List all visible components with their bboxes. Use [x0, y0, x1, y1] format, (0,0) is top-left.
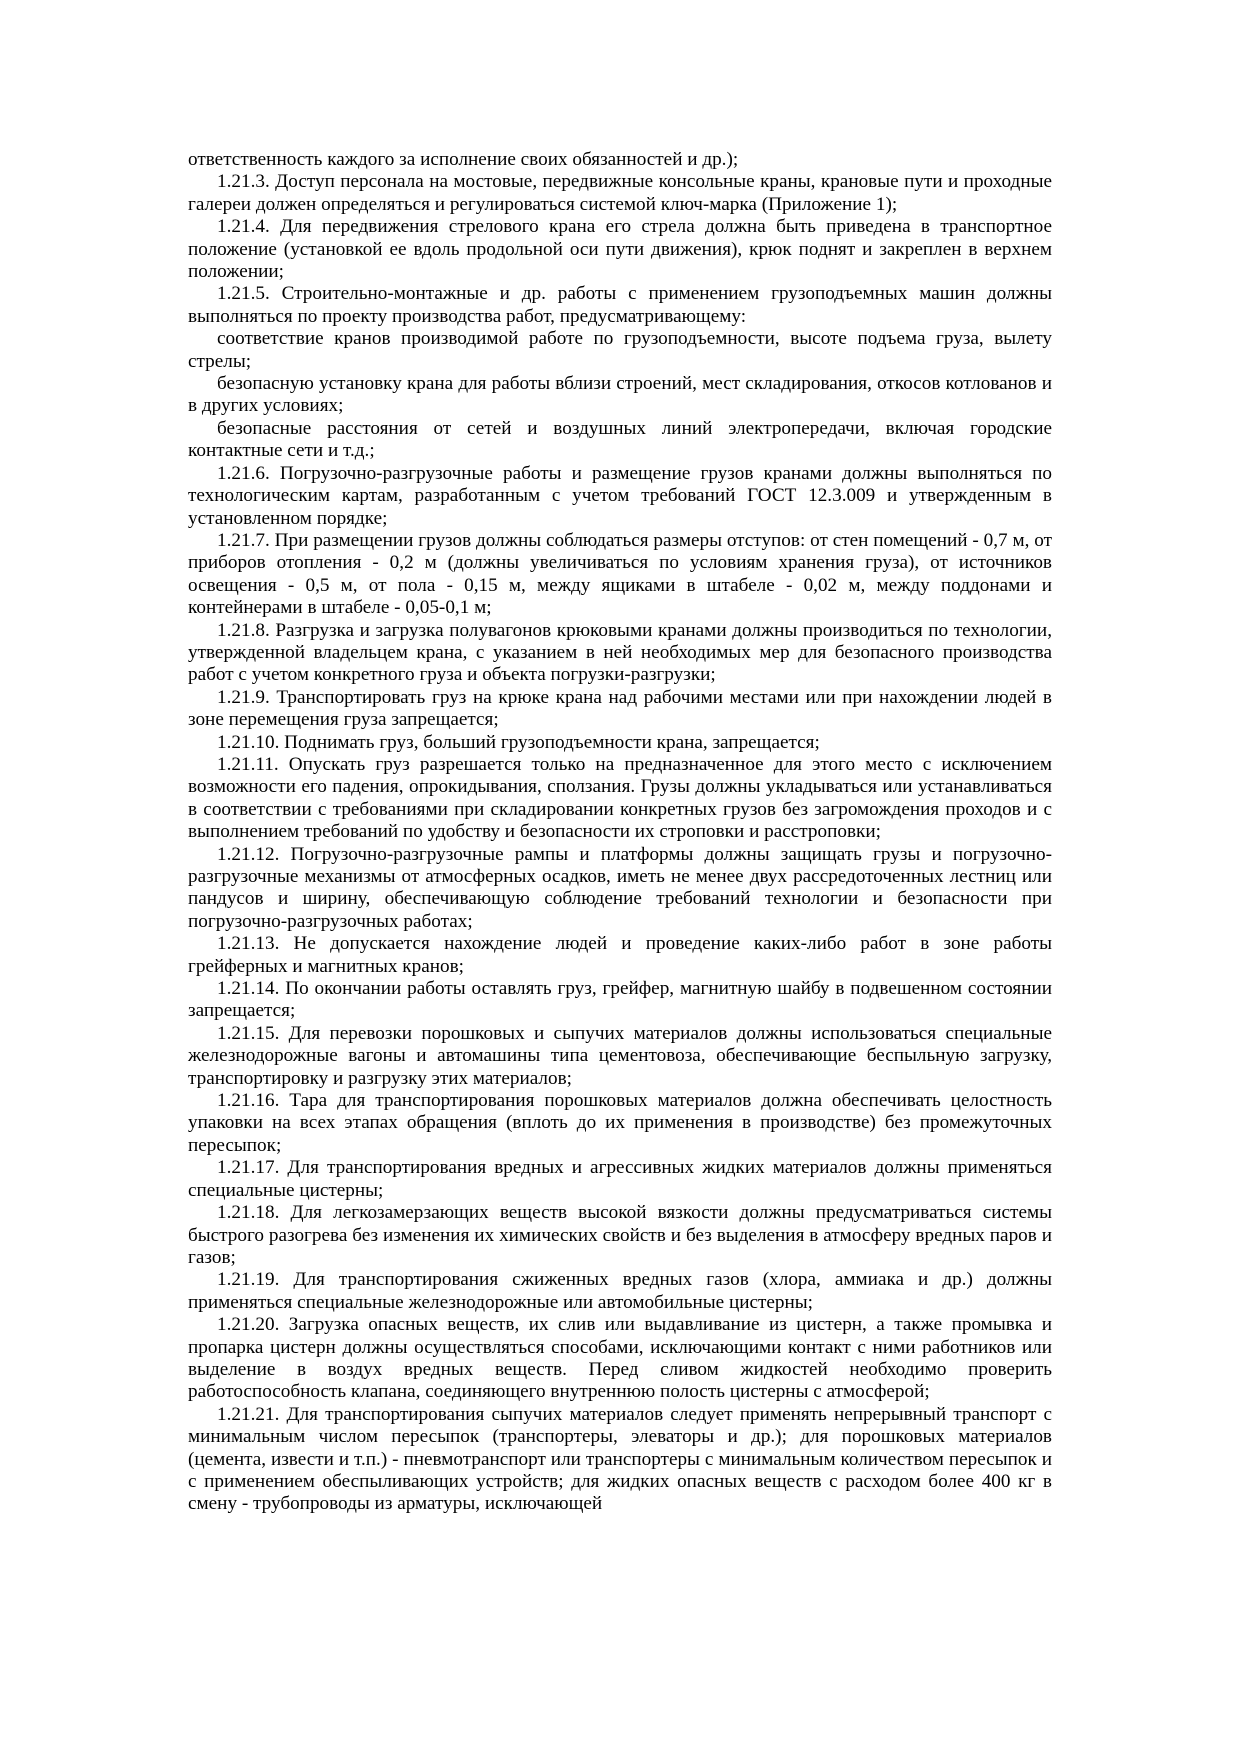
paragraph-1-21-19: 1.21.19. Для транспортирования сжиженных вредных газов (хлора, аммиака и др.) должны применяться специальные железнодорожные или автомобильные цистерны; [188, 1269, 1052, 1313]
paragraph-1-21-21: 1.21.21. Для транспортирования сыпучих материалов следует применять непрерывный транспорт с минимальным числом пересыпок (транспортеры, элеваторы и др.); для порошковых материалов (цемента, извести и т.п.) - пневмотранспорт или транспортеры с минимальным количеством пересыпок и с применением обеспыливающих устройств; для жидких опасных веществ с расходом более 400 кг в смену - трубопроводы из арматуры, исключающей [188, 1403, 1052, 1515]
paragraph-1-21-8: 1.21.8. Разгрузка и загрузка полувагонов крюковыми кранами должны производиться по технологии, утвержденной владельцем крана, с указанием в ней необходимых мер для безопасного производства работ с учетом конкретного груза и объекта погрузки-разгрузки; [188, 619, 1052, 686]
paragraph-1-21-4: 1.21.4. Для передвижения стрелового крана его стрела должна быть приведена в транспортное положение (установкой ее вдоль продольной оси пути движения), крюк поднят и закреплен в верхнем положении; [188, 216, 1052, 283]
paragraph-list-item-3: безопасные расстояния от сетей и воздушных линий электропередачи, включая городские контактные сети и т.д.; [188, 417, 1052, 462]
paragraph-1-21-6: 1.21.6. Погрузочно-разгрузочные работы и размещение грузов кранами должны выполняться по технологическим картам, разработанным с учетом требований ГОСТ 12.3.009 и утвержденным в установленном порядке; [188, 462, 1052, 529]
paragraph-1-21-14: 1.21.14. По окончании работы оставлять груз, грейфер, магнитную шайбу в подвешенном состоянии запрещается; [188, 978, 1052, 1022]
document-page [188, 149, 1052, 1516]
paragraph-1-21-5: 1.21.5. Строительно-монтажные и др. работы с применением грузоподъемных машин должны выполняться по проекту производства работ, предусматривающему: [188, 283, 1052, 327]
paragraph-1-21-10: 1.21.10. Поднимать груз, больший грузоподъемности крана, запрещается; [217, 731, 820, 753]
paragraph-1-21-9: 1.21.9. Транспортировать груз на крюке крана над рабочими местами или при нахождении людей в зоне перемещения груза запрещается; [188, 686, 1052, 731]
paragraph-1-21-3: 1.21.3. Доступ персонала на мостовые, передвижные консольные краны, крановые пути и проходные галереи должен определяться и регулироваться системой ключ-марка (Приложение 1); [188, 171, 1052, 215]
paragraph-1-21-12: 1.21.12. Погрузочно-разгрузочные рампы и платформы должны защищать грузы и погрузочно-разгрузочные механизмы от атмосферных осадков, иметь не менее двух рассредоточенных лестниц или пандусов и ширину, обеспечивающую соблюдение требований технологии и безопасности при погрузочно-разгрузочных работах; [188, 843, 1052, 932]
paragraph-continuation: ответственность каждого за исполнение своих обязанностей и др.); [188, 149, 739, 170]
paragraph-list-item-1: соответствие кранов производимой работе по грузоподъемности, высоте подъема груза, вылету стрелы; [188, 328, 1052, 372]
paragraph-list-item-2: безопасную установку крана для работы вблизи строений, мест складирования, откосов котлованов и в других условиях; [188, 373, 1052, 417]
paragraph-1-21-16: 1.21.16. Тара для транспортирования порошковых материалов должна обеспечивать целостность упаковки на всех этапах обращения (вплоть до их применения в производстве) без промежуточных пересыпок; [188, 1090, 1052, 1156]
paragraph-1-21-13: 1.21.13. Не допускается нахождение людей и проведение каких-либо работ в зоне работы грейферных и магнитных кранов; [188, 933, 1052, 977]
paragraph-1-21-11: 1.21.11. Опускать груз разрешается только на предназначенное для этого место с исключением возможности его падения, опрокидывания, сползания. Грузы должны укладываться или устанавливаться в соответствии с требованиями при складировании конкретных грузов без загромождения проходов и с выполнением требований по удобству и безопасности их строповки и расстроповки; [188, 753, 1052, 843]
paragraph-1-21-18: 1.21.18. Для легкозамерзающих веществ высокой вязкости должны предусматриваться системы быстрого разогрева без изменения их химических свойств и без выделения в атмосферу вредных паров и газов; [188, 1202, 1052, 1268]
paragraph-1-21-7: 1.21.7. При размещении грузов должны соблюдаться размеры отступов: от стен помещений - 0,7 м, от приборов отопления - 0,2 м (должны увеличиваться по условиям хранения груза), от источников освещения - 0,5 м, от пола - 0,15 м, между ящиками в штабеле - 0,02 м, между поддонами и контейнерами в штабеле - 0,05-0,1 м; [188, 529, 1052, 619]
paragraph-1-21-15: 1.21.15. Для перевозки порошковых и сыпучих материалов должны использоваться специальные железнодорожные вагоны и автомашины типа цементовоза, обеспечивающие беспыльную загрузку, транспортировку и разгрузку этих материалов; [188, 1022, 1052, 1089]
paragraph-1-21-20: 1.21.20. Загрузка опасных веществ, их слив или выдавливание из цистерн, а также промывка и пропарка цистерн должны осуществляться способами, исключающими контакт с ними работников или выделение в воздух вредных веществ. Перед сливом жидкостей необходимо проверить работоспособность клапана, соединяющего внутреннюю полость цистерны с атмосферой; [188, 1314, 1052, 1403]
paragraph-1-21-17: 1.21.17. Для транспортирования вредных и агрессивных жидких материалов должны применяться специальные цистерны; [188, 1157, 1052, 1201]
